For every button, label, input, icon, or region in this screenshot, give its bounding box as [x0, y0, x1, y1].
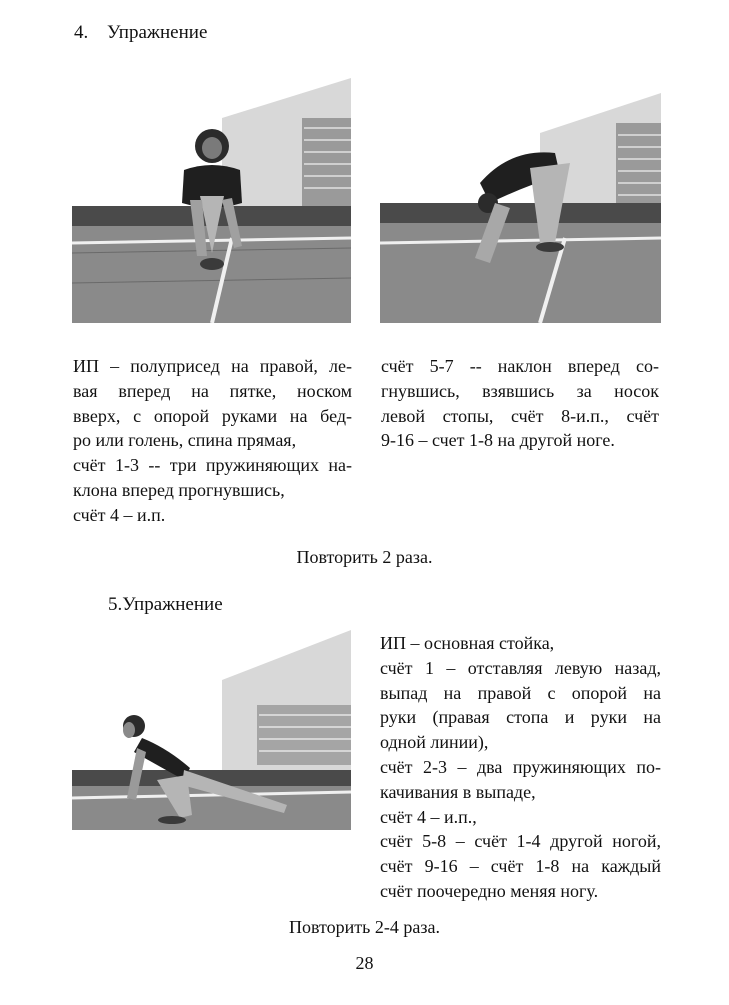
text-line: счёт 5-8 – счёт 1-4 другой ногой,: [380, 831, 661, 852]
text-line: счёт 1 – отставляя левую назад,: [380, 657, 661, 678]
text-line: счёт 4 – и.п.,: [380, 806, 477, 827]
text-line: левой стопы, счёт 8-и.п., счёт: [381, 405, 659, 426]
text-line: клона вперед прогнувшись,: [73, 479, 285, 500]
text-line: ро или голень, спина прямая,: [73, 430, 297, 451]
exercise-4-description-right: [381, 354, 659, 453]
text-line: гнувшись, взявшись за носок: [381, 380, 659, 401]
text-line: счёт 1-3 -- три пружиняющих на-: [73, 455, 352, 476]
exercise-5-repeat: Повторить 2-4 раза.: [289, 917, 440, 937]
text-line: вая вперед на пятке, носком: [73, 380, 352, 401]
text-line: вверх, с опорой руками на бед-: [73, 405, 352, 426]
text-line: качивания в выпаде,: [380, 781, 536, 802]
exercise-5-photo-lunge: [72, 630, 351, 830]
text-line: одной линии),: [380, 732, 489, 753]
text-line: счёт 5-7 -- наклон вперед со-: [381, 356, 659, 376]
text-line: счёт 2-3 – два пружиняющих по-: [380, 756, 661, 777]
page-number: 28: [355, 953, 374, 973]
exercise-4-description-left: [73, 354, 352, 528]
exercise-4-title: Упражнение: [107, 22, 208, 43]
exercise-4-heading: [74, 22, 207, 44]
exercise-5-description: [380, 631, 661, 904]
exercise-4-photo-forward-bend: [380, 93, 661, 323]
text-line: руки (правая стопа и руки на: [380, 707, 661, 728]
text-line: счёт 4 – и.п.: [73, 504, 166, 525]
exercise-4-repeat: Повторить 2 раза.: [296, 547, 433, 567]
text-line: выпад на правой с опорой на: [380, 682, 661, 703]
text-line: ИП – полуприсед на правой, ле-: [73, 356, 352, 376]
text-line: 9-16 – счет 1-8 на другой ноге.: [381, 430, 615, 451]
exercise-5-heading: 5.Упражнение: [108, 594, 223, 615]
text-line: счёт 9-16 – счёт 1-8 на каждый: [380, 856, 661, 877]
exercise-4-photo-half-squat: [72, 78, 351, 323]
text-line: ИП – основная стойка,: [380, 633, 555, 653]
exercise-4-number: 4.: [74, 22, 89, 43]
text-line: счёт поочередно меняя ногу.: [380, 880, 599, 901]
